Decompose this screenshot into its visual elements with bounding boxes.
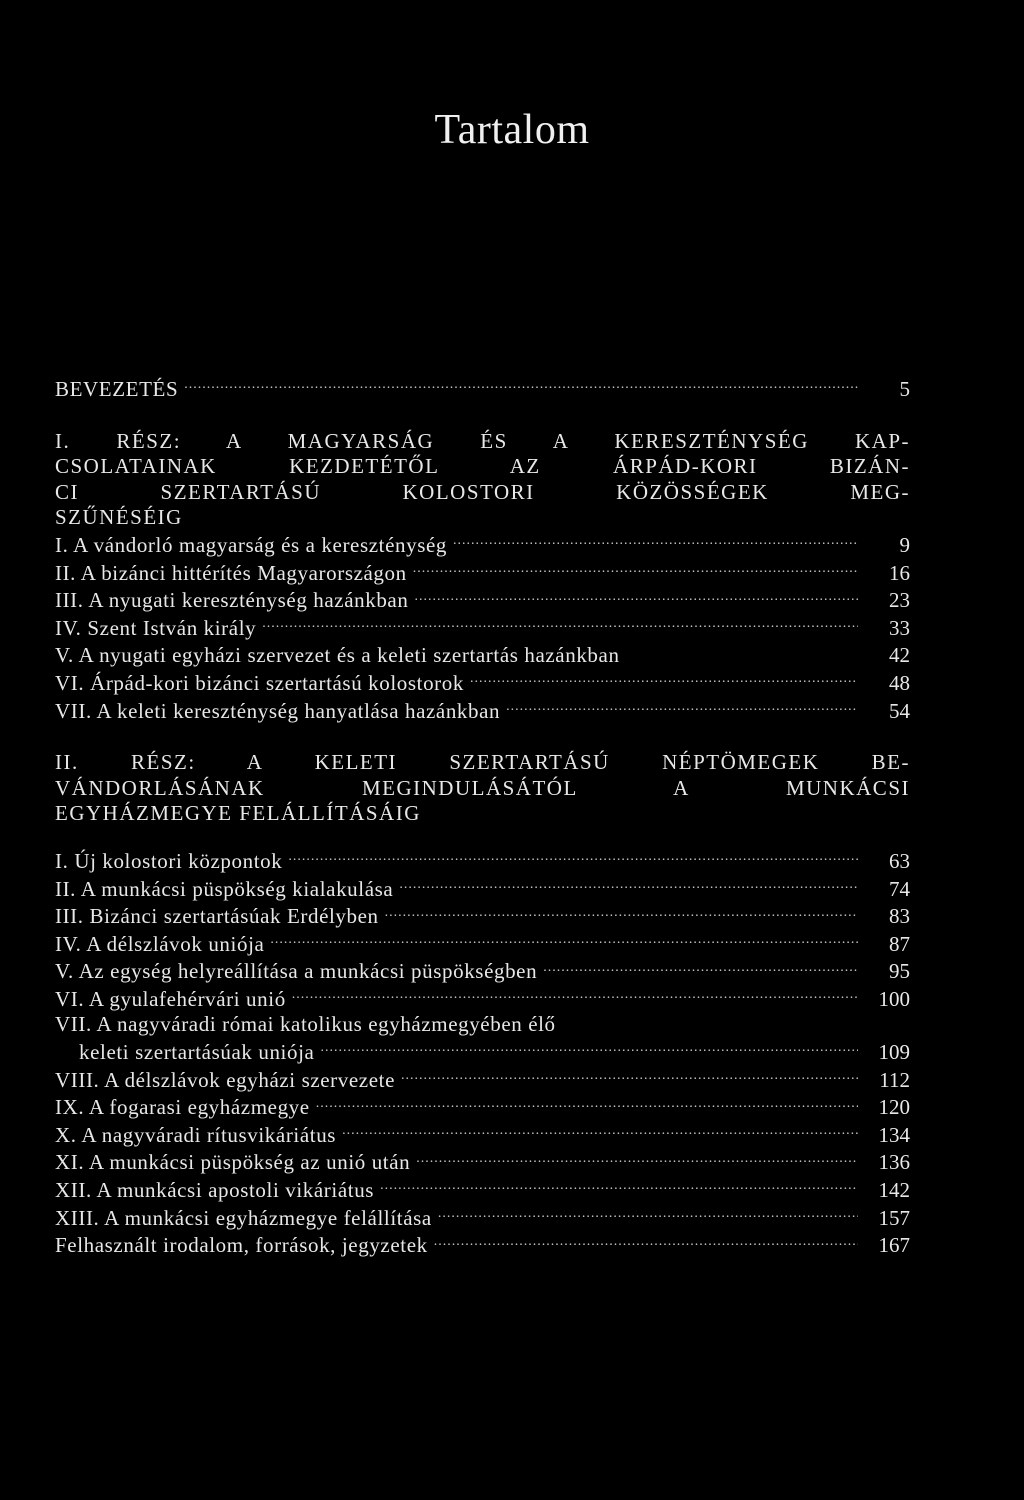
toc-page-number: 109 (878, 1040, 910, 1065)
part-heading-2 (55, 750, 910, 827)
chapter-number: II. (55, 876, 77, 901)
toc-entry[interactable] (55, 1121, 910, 1149)
toc-page-number: 112 (879, 1067, 910, 1092)
toc-entry-label: A bizánci hittérítés Magyarországon (80, 560, 407, 585)
toc-entry-label: A keleti kereszténység hanyatlása hazánkban (96, 698, 501, 723)
part-heading-line: CI SZERTARTÁSÚ KOLOSTORI KÖZÖSSÉGEK MEG- (55, 479, 910, 504)
toc-entry-label: A délszlávok uniója (86, 931, 265, 956)
chapter-number: III. (55, 588, 84, 613)
toc-entry-label: Felhasznált irodalom, források, jegyzetek (55, 1233, 428, 1258)
chapter-number: VII. (55, 698, 92, 723)
toc-entry-label: A munkácsi egyházmegye felállítása (104, 1205, 432, 1230)
toc-entry[interactable] (55, 669, 910, 697)
toc-entry-label: A gyulafehérvári unió (88, 986, 286, 1011)
toc-entry-label-continued: keleti szertartásúak uniója (79, 1040, 315, 1065)
chapter-number: IV. (55, 931, 82, 956)
chapter-number: VIII. (55, 1067, 100, 1092)
dot-leader (288, 847, 858, 868)
toc-entry-label: Árpád-kori bizánci szertartású kolostorok (90, 670, 464, 695)
dot-leader (470, 669, 858, 690)
toc-entry[interactable] (55, 847, 910, 875)
toc-entry-continuation[interactable] (55, 1038, 910, 1066)
page-title: Tartalom (434, 107, 590, 153)
chapter-number: VI. (55, 986, 85, 1011)
dot-leader (262, 614, 858, 635)
part-heading-line: VÁNDORLÁSÁNAK MEGINDULÁSÁTÓL A MUNKÁCSI (55, 775, 910, 800)
toc-entry-label: A nyugati kereszténység hazánkban (88, 588, 409, 613)
toc-entry-label: A nagyváradi rítusvikáriátus (81, 1122, 337, 1147)
toc-entry-label: A vándorló magyarság és a kereszténység (73, 532, 448, 557)
toc-page-number: 9 (899, 532, 910, 557)
toc-page-number: 63 (889, 848, 910, 873)
toc-entry-label: Az egység helyreállítása a munkácsi püspökségben (78, 959, 538, 984)
toc-entry-label: Szent István király (87, 615, 257, 640)
toc-page-number: 33 (889, 615, 910, 640)
toc-entry-intro[interactable] (55, 375, 910, 403)
dot-leader (401, 1066, 858, 1087)
toc-page-number: 83 (889, 904, 910, 929)
part-heading-line: EGYHÁZMEGYE FELÁLLÍTÁSÁIG (55, 801, 421, 826)
toc-entry-label: A munkácsi püspökség kialakulása (80, 876, 394, 901)
chapter-number: VI. (55, 670, 85, 695)
toc-page-number: 120 (878, 1095, 910, 1120)
chapter-number: XIII. (55, 1205, 100, 1230)
dot-leader (385, 902, 858, 923)
toc-entry[interactable] (55, 902, 910, 930)
dot-leader (506, 697, 858, 718)
toc-entry[interactable] (55, 957, 910, 985)
chapter-number: IX. (55, 1095, 85, 1120)
chapter-number: XII. (55, 1178, 92, 1203)
dot-leader (270, 930, 858, 951)
toc-page-number: 74 (889, 876, 910, 901)
toc-entry-label: A fogarasi egyházmegye (88, 1095, 310, 1120)
toc-page-number: 5 (899, 377, 910, 401)
toc-page-number: 54 (889, 698, 910, 723)
toc-entry[interactable] (55, 559, 910, 587)
dot-leader (184, 375, 858, 396)
dot-leader (438, 1204, 858, 1225)
toc-page-number: 23 (889, 588, 910, 613)
toc-page-number: 87 (889, 931, 910, 956)
toc-entry-label: A nagyváradi római katolikus egyházmegyében élő (96, 1012, 556, 1037)
part-heading-line: I. RÉSZ: A MAGYARSÁG ÉS A KERESZTÉNYSÉG KAP- (55, 428, 910, 453)
dot-leader (413, 559, 858, 580)
chapter-number: II. (55, 560, 77, 585)
toc-entry-label: A munkácsi apostoli vikáriátus (96, 1178, 375, 1203)
dot-leader (380, 1176, 858, 1197)
toc-page-number: 157 (878, 1205, 910, 1230)
toc-entry[interactable] (55, 875, 910, 903)
toc-entry-label: A nyugati egyházi szervezet és a keleti szertartás hazánkban (78, 643, 620, 668)
toc-entry[interactable] (55, 614, 910, 642)
dot-leader (416, 1148, 858, 1169)
toc-page-number: 134 (878, 1122, 910, 1147)
toc-entry[interactable] (55, 930, 910, 958)
toc-page-number: 167 (878, 1233, 910, 1258)
part-heading-line: II. RÉSZ: A KELETI SZERTARTÁSÚ NÉPTÖMEGEK BE- (55, 750, 910, 775)
dot-leader (543, 957, 858, 978)
chapter-number: XI. (55, 1150, 85, 1175)
chapter-number: V. (55, 643, 74, 668)
chapter-number: VII. (55, 1012, 92, 1037)
toc-entry-label: Új kolostori központok (74, 848, 283, 873)
toc-entry-label: A délszlávok egyházi szervezete (104, 1067, 395, 1092)
chapter-number: I. (55, 848, 69, 873)
table-of-contents (55, 375, 910, 1259)
toc-entry[interactable] (55, 1066, 910, 1094)
toc-entry[interactable] (55, 1093, 910, 1121)
dot-leader (316, 1093, 858, 1114)
dot-leader (434, 1231, 858, 1252)
toc-entry-label: Bizánci szertartásúak Erdélyben (89, 904, 379, 929)
part-heading-1 (55, 429, 910, 531)
toc-page-number: 136 (878, 1150, 910, 1175)
toc-entry-bibliography[interactable] (55, 1231, 910, 1259)
toc-entry[interactable] (55, 697, 910, 725)
toc-entry[interactable] (55, 586, 910, 614)
toc-page-number: 48 (889, 670, 910, 695)
dot-leader (453, 531, 858, 552)
chapter-number: X. (55, 1122, 77, 1147)
dot-leader (292, 985, 858, 1006)
chapter-number: IV. (55, 615, 82, 640)
toc-entry[interactable] (55, 641, 910, 669)
toc-entry-multiline[interactable] (55, 1012, 910, 1038)
toc-page-number: 16 (889, 560, 910, 585)
toc-entry[interactable] (55, 985, 910, 1013)
dot-leader (399, 875, 858, 896)
dot-leader (414, 586, 858, 607)
toc-entry-label: BEVEZETÉS (55, 377, 179, 401)
dot-leader (342, 1121, 858, 1142)
toc-entry[interactable] (55, 1148, 910, 1176)
chapter-number: I. (55, 532, 69, 557)
toc-page-number: 142 (878, 1178, 910, 1203)
toc-page-number: 95 (889, 959, 910, 984)
toc-entry-label: A munkácsi püspökség az unió után (88, 1150, 411, 1175)
toc-page-number: 42 (889, 643, 910, 668)
part-heading-line: SZŰNÉSÉIG (55, 505, 183, 530)
toc-entry[interactable] (55, 531, 910, 559)
dot-leader (320, 1038, 858, 1059)
toc-entry[interactable] (55, 1204, 910, 1232)
part-heading-line: CSOLATAINAK KEZDETÉTŐL AZ ÁRPÁD-KORI BIZÁN- (55, 454, 910, 479)
toc-entry[interactable] (55, 1176, 910, 1204)
toc-page-number: 100 (878, 986, 910, 1011)
chapter-number: III. (55, 904, 84, 929)
chapter-number: V. (55, 959, 74, 984)
